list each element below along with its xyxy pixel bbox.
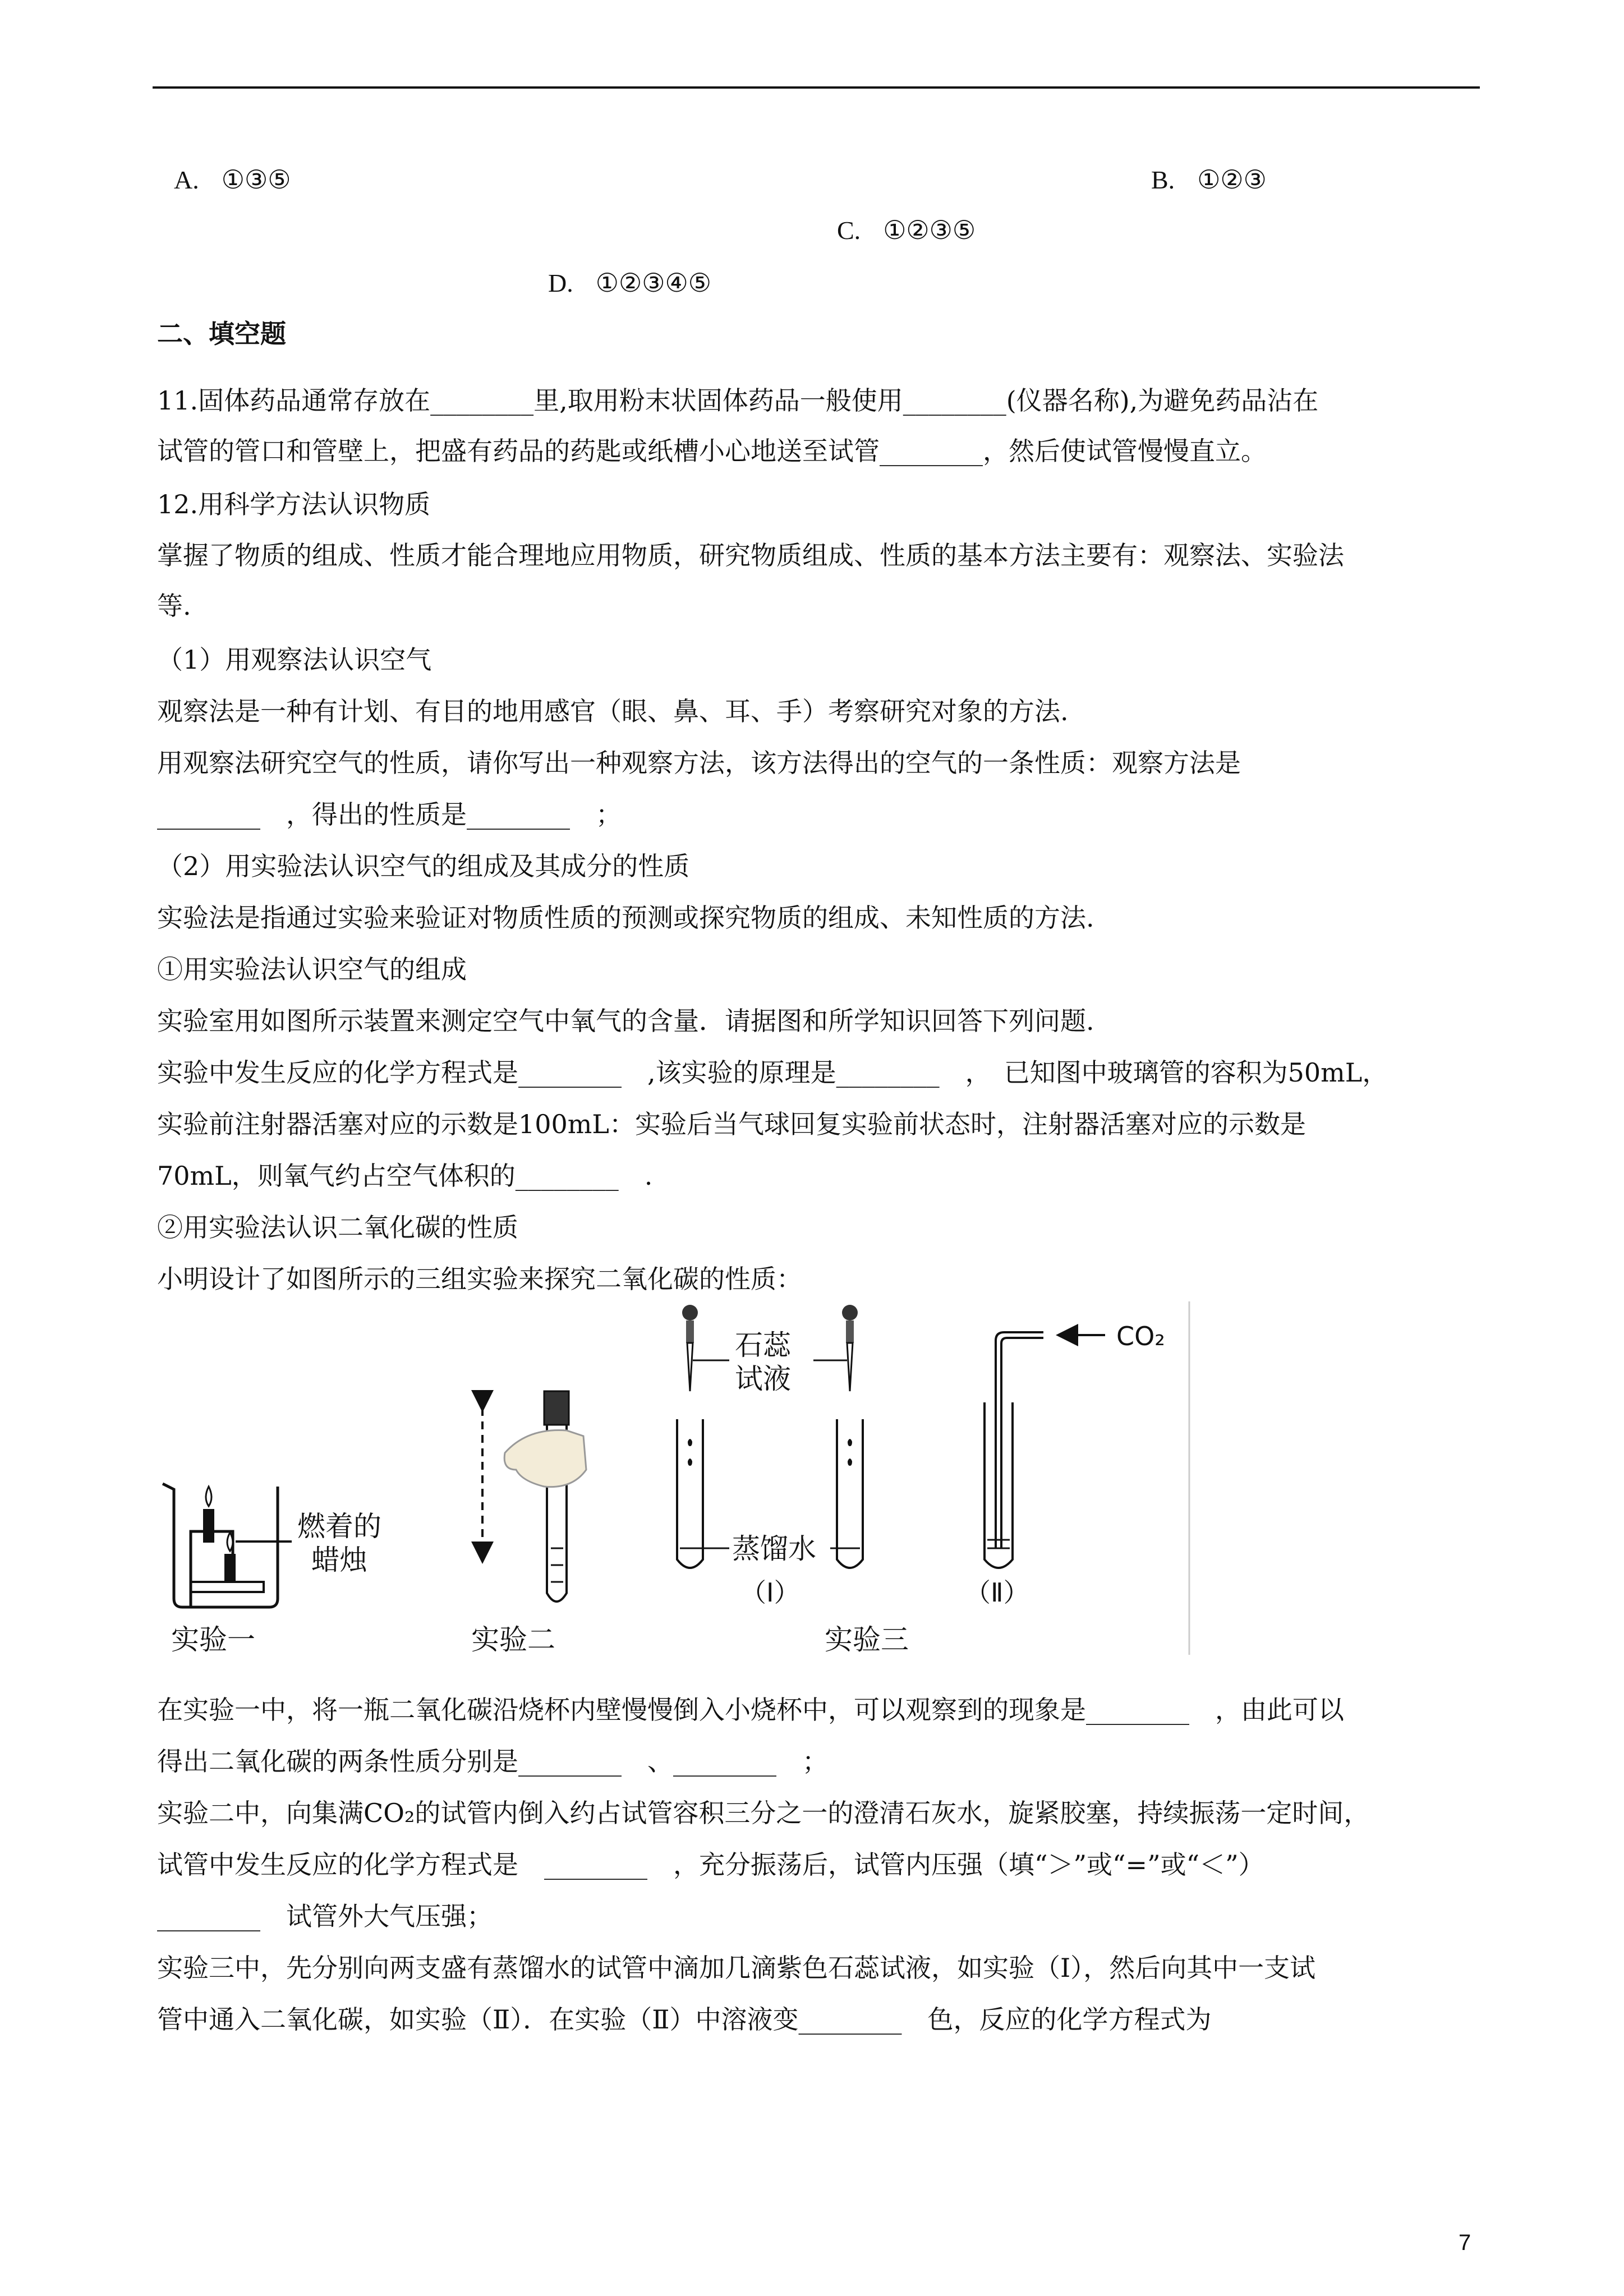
text-line: ________ 试管外大气压强； (157, 1901, 493, 1931)
text-line: 12.用科学方法认识物质 (157, 489, 431, 519)
option-b-text: ①②③ (1197, 164, 1267, 195)
text-line: 实验中发生反应的化学方程式是________ ,该实验的原理是________ ， 已知图中玻璃管的容积为50mL， (157, 1057, 1388, 1088)
text-line: 得出二氧化碳的两条性质分别是________ 、________ ； (157, 1746, 828, 1777)
hand-icon (504, 1430, 586, 1487)
option-a-text: ①③⑤ (221, 164, 291, 195)
text-line: 实验法是指通过实验来验证对物质性质的预测或探究物质的组成、未知性质的方法. (157, 903, 1094, 933)
option-b-letter: B. (1151, 165, 1175, 194)
option-a-letter: A. (174, 165, 199, 194)
text-line: 实验二中，向集满CO₂的试管内倒入约占试管容积三分之一的澄清石灰水，旋紧胶塞，持续振荡一定时间， (157, 1798, 1370, 1828)
beaker-icon (163, 1484, 278, 1607)
sub2-label: （Ⅱ） (965, 1577, 1029, 1608)
option-d-text: ①②③④⑤ (595, 268, 711, 298)
text-line: 试管中发生反应的化学方程式是 ________ ，充分振荡后，试管内压强（填“＞”或“=”或“＜”） (157, 1849, 1264, 1880)
text-line: 小明设计了如图所示的三组实验来探究二氧化碳的性质： (157, 1264, 802, 1294)
text-line: （1）用观察法认识空气 (157, 645, 432, 675)
option-a (174, 163, 291, 197)
text-line: 70mL，则氧气约占空气体积的________ . (157, 1161, 653, 1191)
water-label: 蒸馏水 (732, 1533, 816, 1565)
option-c-text: ①②③⑤ (883, 215, 976, 245)
exp2-label: 实验二 (471, 1623, 555, 1655)
text-line: ________ ，得出的性质是________ ； (157, 799, 622, 830)
header-rule (153, 86, 1480, 89)
text-line: 观察法是一种有计划、有目的地用感官（眼、鼻、耳、手）考察研究对象的方法. (157, 696, 1069, 726)
candle-label-1: 燃着的 (297, 1510, 381, 1543)
sub1-label: （Ⅰ） (740, 1577, 800, 1608)
text-line: （2）用实验法认识空气的组成及其成分的性质 (157, 851, 690, 881)
text-line: 试管的管口和管壁上，把盛有药品的药匙或纸槽小心地送至试管________，然后使试管慢慢直立。 (157, 436, 1267, 466)
text-line: 11.固体药品通常存放在________里,取用粉末状固体药品一般使用________(仪器名称),为避免药品沾在 (157, 385, 1319, 416)
exp1-label: 实验一 (171, 1623, 255, 1655)
candle-icon (191, 1487, 264, 1592)
litmus-label-2: 试液 (735, 1363, 791, 1395)
option-b (1151, 163, 1267, 197)
text-line: 实验三中，先分别向两支盛有蒸馏水的试管中滴加几滴紫色石蕊试液，如实验（Ⅰ），然后向其中一支试 (157, 1953, 1316, 1983)
experiment-figure (157, 1301, 1200, 1655)
text-line: 等. (157, 591, 191, 621)
section-title: 二、填空题 (157, 319, 286, 349)
candle-label-2: 蜡烛 (311, 1544, 367, 1576)
test-tube-icon (544, 1391, 569, 1602)
text-line: 实验前注射器活塞对应的示数是100mL：实验后当气球回复实验前状态时，注射器活塞对应的示数是 (157, 1109, 1306, 1139)
option-c (837, 213, 976, 247)
text-line: 掌握了物质的组成、性质才能合理地应用物质，研究物质组成、性质的基本方法主要有：观察法、实验法 (157, 540, 1344, 570)
text-line: 管中通入二氧化碳，如实验（Ⅱ）．在实验（Ⅱ）中溶液变________ 色，反应的化学方程式为 (157, 2004, 1212, 2035)
option-d-letter: D. (548, 269, 573, 297)
gas-tube-icon (984, 1332, 1043, 1568)
co2-label: CO₂ (1116, 1321, 1165, 1351)
text-line: ②用实验法认识二氧化碳的性质 (157, 1212, 518, 1243)
exp3-label: 实验三 (825, 1623, 909, 1655)
page-number: 7 (1459, 2230, 1471, 2255)
litmus-label-1: 石蕊 (735, 1329, 791, 1361)
text-line: 实验室用如图所示装置来测定空气中氧气的含量．请据图和所学知识回答下列问题. (157, 1006, 1094, 1036)
option-d (548, 266, 711, 300)
text-line: 在实验一中，将一瓶二氧化碳沿烧杯内壁慢慢倒入小烧杯中，可以观察到的现象是________ ，由此可以 (157, 1695, 1344, 1725)
text-line: ①用实验法认识空气的组成 (157, 954, 467, 984)
text-line: 用观察法研究空气的性质，请你写出一种观察方法，该方法得出的空气的一条性质：观察方法是 (157, 748, 1241, 778)
option-c-letter: C. (837, 216, 861, 245)
